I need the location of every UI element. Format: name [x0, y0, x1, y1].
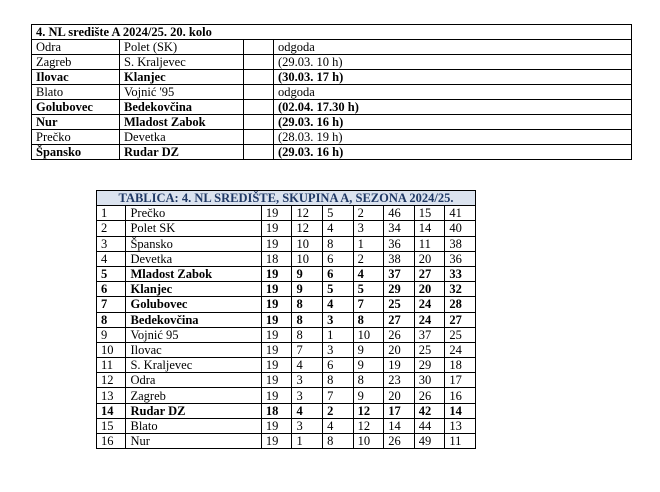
wins-cell: 4 [292, 358, 323, 373]
team-cell: Prečko [126, 206, 261, 221]
losses-cell: 2 [353, 251, 384, 266]
draws-cell: 6 [323, 251, 354, 266]
wins-cell: 8 [292, 312, 323, 327]
wins-cell: 3 [292, 418, 323, 433]
position-cell: 7 [97, 297, 126, 312]
match-info: (28.03. 19 h) [274, 130, 632, 145]
draws-cell: 4 [323, 297, 354, 312]
fixture-row [32, 55, 632, 70]
points-cell: 40 [445, 221, 476, 236]
home-team: Prečko [32, 130, 120, 145]
goals-against-cell: 29 [414, 358, 445, 373]
standings-title-row [97, 191, 476, 206]
wins-cell: 4 [292, 403, 323, 418]
wins-cell: 3 [292, 373, 323, 388]
draws-cell: 5 [323, 282, 354, 297]
team-cell: Golubovec [126, 297, 261, 312]
losses-cell: 2 [353, 206, 384, 221]
standings-row [97, 418, 476, 433]
standings-row [97, 266, 476, 281]
position-cell: 9 [97, 327, 126, 342]
points-cell: 36 [445, 251, 476, 266]
points-cell: 14 [445, 403, 476, 418]
draws-cell: 5 [323, 206, 354, 221]
points-cell: 41 [445, 206, 476, 221]
team-cell: Devetka [126, 251, 261, 266]
fixture-row [32, 70, 632, 85]
team-cell: Blato [126, 418, 261, 433]
match-info: (02.04. 17.30 h) [274, 100, 632, 115]
played-cell: 19 [261, 312, 292, 327]
goals-against-cell: 44 [414, 418, 445, 433]
played-cell: 19 [261, 373, 292, 388]
played-cell: 19 [261, 342, 292, 357]
draws-cell: 8 [323, 373, 354, 388]
match-info: odgoda [274, 40, 632, 55]
wins-cell: 10 [292, 236, 323, 251]
match-info: (29.03. 10 h) [274, 55, 632, 70]
goals-for-cell: 34 [384, 221, 415, 236]
match-info: (29.03. 16 h) [274, 115, 632, 130]
played-cell: 19 [261, 266, 292, 281]
fixture-row [32, 40, 632, 55]
goals-against-cell: 42 [414, 403, 445, 418]
standings-row [97, 358, 476, 373]
losses-cell: 7 [353, 297, 384, 312]
away-team: Polet (SK) [120, 40, 244, 55]
goals-against-cell: 24 [414, 297, 445, 312]
standings-row [97, 342, 476, 357]
position-cell: 3 [97, 236, 126, 251]
goals-for-cell: 20 [384, 342, 415, 357]
points-cell: 16 [445, 388, 476, 403]
draws-cell: 6 [323, 266, 354, 281]
points-cell: 13 [445, 418, 476, 433]
played-cell: 18 [261, 251, 292, 266]
losses-cell: 10 [353, 434, 384, 449]
fixtures-title: 4. NL središte A 2024/25. 20. kolo [32, 25, 632, 40]
position-cell: 16 [97, 434, 126, 449]
goals-for-cell: 26 [384, 327, 415, 342]
goals-for-cell: 14 [384, 418, 415, 433]
goals-against-cell: 26 [414, 388, 445, 403]
played-cell: 19 [261, 206, 292, 221]
team-cell: Bedekovčina [126, 312, 261, 327]
position-cell: 1 [97, 206, 126, 221]
standings-table [96, 190, 476, 449]
played-cell: 19 [261, 434, 292, 449]
played-cell: 19 [261, 358, 292, 373]
away-team: Devetka [120, 130, 244, 145]
goals-for-cell: 20 [384, 388, 415, 403]
spacer-cell [244, 115, 274, 130]
team-cell: Rudar DZ [126, 403, 261, 418]
standings-row [97, 403, 476, 418]
standings-row [97, 221, 476, 236]
fixture-row [32, 85, 632, 100]
team-cell: Mladost Zabok [126, 266, 261, 281]
home-team: Blato [32, 85, 120, 100]
goals-against-cell: 14 [414, 221, 445, 236]
wins-cell: 12 [292, 221, 323, 236]
team-cell: Špansko [126, 236, 261, 251]
played-cell: 19 [261, 388, 292, 403]
standings-row [97, 297, 476, 312]
points-cell: 25 [445, 327, 476, 342]
losses-cell: 8 [353, 312, 384, 327]
team-cell: Zagreb [126, 388, 261, 403]
goals-for-cell: 19 [384, 358, 415, 373]
spacer-cell [244, 85, 274, 100]
draws-cell: 3 [323, 342, 354, 357]
draws-cell: 8 [323, 236, 354, 251]
home-team: Golubovec [32, 100, 120, 115]
draws-cell: 7 [323, 388, 354, 403]
fixture-row [32, 115, 632, 130]
position-cell: 14 [97, 403, 126, 418]
goals-for-cell: 37 [384, 266, 415, 281]
wins-cell: 8 [292, 297, 323, 312]
away-team: Klanjec [120, 70, 244, 85]
away-team: Vojnić '95 [120, 85, 244, 100]
match-info: odgoda [274, 85, 632, 100]
standings-title: TABLICA: 4. NL SREDIŠTE, SKUPINA A, SEZONA 2024/25. [97, 191, 476, 206]
draws-cell: 4 [323, 418, 354, 433]
losses-cell: 5 [353, 282, 384, 297]
losses-cell: 12 [353, 403, 384, 418]
wins-cell: 8 [292, 327, 323, 342]
losses-cell: 4 [353, 266, 384, 281]
goals-for-cell: 46 [384, 206, 415, 221]
goals-against-cell: 49 [414, 434, 445, 449]
losses-cell: 9 [353, 388, 384, 403]
team-cell: Vojnić 95 [126, 327, 261, 342]
draws-cell: 1 [323, 327, 354, 342]
home-team: Nur [32, 115, 120, 130]
position-cell: 2 [97, 221, 126, 236]
goals-for-cell: 23 [384, 373, 415, 388]
standings-row [97, 236, 476, 251]
played-cell: 19 [261, 327, 292, 342]
wins-cell: 1 [292, 434, 323, 449]
wins-cell: 12 [292, 206, 323, 221]
goals-for-cell: 27 [384, 312, 415, 327]
goals-against-cell: 27 [414, 266, 445, 281]
played-cell: 19 [261, 297, 292, 312]
losses-cell: 3 [353, 221, 384, 236]
goals-for-cell: 29 [384, 282, 415, 297]
points-cell: 18 [445, 358, 476, 373]
goals-for-cell: 36 [384, 236, 415, 251]
points-cell: 28 [445, 297, 476, 312]
position-cell: 6 [97, 282, 126, 297]
fixture-row [32, 130, 632, 145]
match-info: (30.03. 17 h) [274, 70, 632, 85]
losses-cell: 9 [353, 342, 384, 357]
home-team: Ilovac [32, 70, 120, 85]
position-cell: 12 [97, 373, 126, 388]
standings-body [97, 191, 476, 449]
spacer-cell [244, 55, 274, 70]
losses-cell: 12 [353, 418, 384, 433]
wins-cell: 9 [292, 282, 323, 297]
position-cell: 15 [97, 418, 126, 433]
standings-row [97, 312, 476, 327]
goals-for-cell: 25 [384, 297, 415, 312]
position-cell: 8 [97, 312, 126, 327]
points-cell: 32 [445, 282, 476, 297]
fixtures-body [32, 25, 632, 160]
points-cell: 33 [445, 266, 476, 281]
position-cell: 13 [97, 388, 126, 403]
fixture-row [32, 100, 632, 115]
points-cell: 24 [445, 342, 476, 357]
goals-for-cell: 17 [384, 403, 415, 418]
team-cell: S. Kraljevec [126, 358, 261, 373]
standings-row [97, 251, 476, 266]
losses-cell: 9 [353, 358, 384, 373]
played-cell: 19 [261, 418, 292, 433]
spacer-cell [244, 100, 274, 115]
wins-cell: 9 [292, 266, 323, 281]
points-cell: 38 [445, 236, 476, 251]
match-info: (29.03. 16 h) [274, 145, 632, 160]
standings-row [97, 327, 476, 342]
home-team: Zagreb [32, 55, 120, 70]
draws-cell: 8 [323, 434, 354, 449]
standings-row [97, 388, 476, 403]
goals-for-cell: 26 [384, 434, 415, 449]
position-cell: 10 [97, 342, 126, 357]
team-cell: Nur [126, 434, 261, 449]
points-cell: 11 [445, 434, 476, 449]
team-cell: Klanjec [126, 282, 261, 297]
played-cell: 18 [261, 403, 292, 418]
goals-against-cell: 20 [414, 282, 445, 297]
team-cell: Odra [126, 373, 261, 388]
fixtures-table [31, 24, 632, 160]
draws-cell: 2 [323, 403, 354, 418]
away-team: Bedekovčina [120, 100, 244, 115]
standings-row [97, 373, 476, 388]
wins-cell: 3 [292, 388, 323, 403]
goals-against-cell: 15 [414, 206, 445, 221]
goals-against-cell: 11 [414, 236, 445, 251]
goals-against-cell: 37 [414, 327, 445, 342]
team-cell: Ilovac [126, 342, 261, 357]
points-cell: 17 [445, 373, 476, 388]
spacer-cell [244, 145, 274, 160]
standings-row [97, 206, 476, 221]
spacer-cell [244, 40, 274, 55]
played-cell: 19 [261, 221, 292, 236]
home-team: Špansko [32, 145, 120, 160]
wins-cell: 7 [292, 342, 323, 357]
fixtures-title-row [32, 25, 632, 40]
away-team: S. Kraljevec [120, 55, 244, 70]
position-cell: 5 [97, 266, 126, 281]
goals-for-cell: 38 [384, 251, 415, 266]
goals-against-cell: 20 [414, 251, 445, 266]
losses-cell: 10 [353, 327, 384, 342]
standings-row [97, 282, 476, 297]
losses-cell: 1 [353, 236, 384, 251]
fixture-row [32, 145, 632, 160]
losses-cell: 8 [353, 373, 384, 388]
home-team: Odra [32, 40, 120, 55]
goals-against-cell: 24 [414, 312, 445, 327]
draws-cell: 3 [323, 312, 354, 327]
spacer-cell [244, 130, 274, 145]
position-cell: 11 [97, 358, 126, 373]
played-cell: 19 [261, 282, 292, 297]
points-cell: 27 [445, 312, 476, 327]
position-cell: 4 [97, 251, 126, 266]
draws-cell: 6 [323, 358, 354, 373]
draws-cell: 4 [323, 221, 354, 236]
away-team: Mladost Zabok [120, 115, 244, 130]
goals-against-cell: 25 [414, 342, 445, 357]
standings-row [97, 434, 476, 449]
team-cell: Polet SK [126, 221, 261, 236]
spacer-cell [244, 70, 274, 85]
goals-against-cell: 30 [414, 373, 445, 388]
played-cell: 19 [261, 236, 292, 251]
wins-cell: 10 [292, 251, 323, 266]
away-team: Rudar DZ [120, 145, 244, 160]
